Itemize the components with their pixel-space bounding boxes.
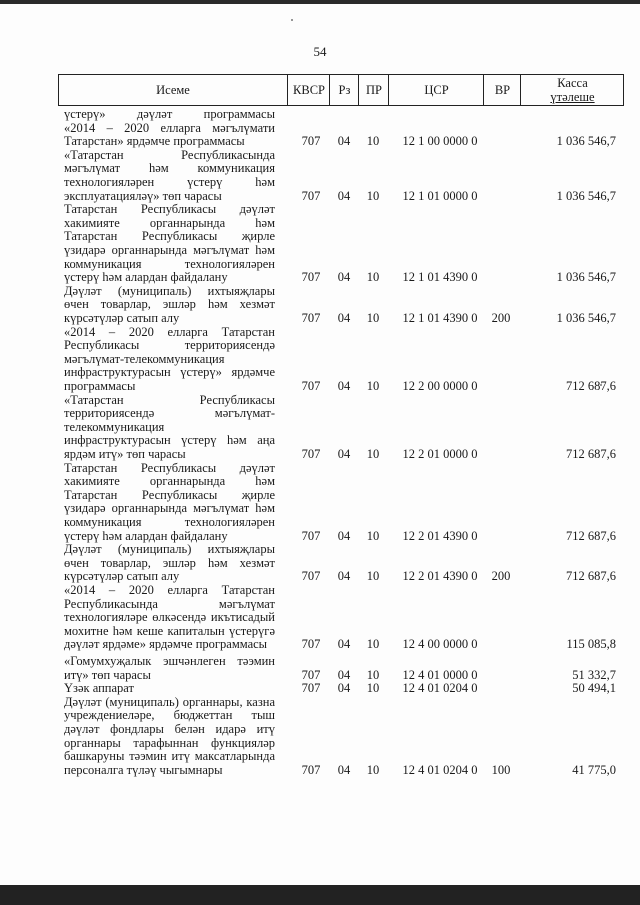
row-name-line: үстерү һәм алардан файдалану xyxy=(64,529,228,543)
cell-csr: 12 1 00 0000 0 xyxy=(402,134,478,149)
cell-kvsr: 707 xyxy=(301,681,321,696)
cell-rz: 04 xyxy=(337,311,351,325)
row-name-line: дәүләт фондлары белән идарә итү xyxy=(64,722,275,736)
row-name-line: «Гомумхуҗалык эшчәнлеген тәэмин xyxy=(64,655,275,668)
row-name-line: инфраструктурасын үстерү һәм аңа xyxy=(64,434,275,448)
cell-csr: 12 2 01 0000 0 xyxy=(402,447,478,461)
row-name xyxy=(64,682,275,696)
header-kassa-line2: үтәлеше xyxy=(550,90,595,104)
table-header xyxy=(58,74,624,106)
cell-pr: 10 xyxy=(366,762,380,777)
row-name-line: Дәүләт (муниципаль) ихтыяҗлары xyxy=(64,543,275,557)
row-name-line: учреждениеләре, бюджеттан тыш xyxy=(64,709,275,723)
row-name-line: дәүләт ярдәме» ярдәмче программасы xyxy=(64,638,268,652)
row-name-line: өчен товарлар, эшләр һәм хезмәт xyxy=(64,556,275,570)
cell-rz: 04 xyxy=(337,637,351,652)
row-name-line: «Татарстан Республикасында xyxy=(64,148,275,162)
row-name-line: Татарстан» ярдәмче программасы xyxy=(64,135,245,149)
row-name-line: Татарстан Республикасы дәүләт xyxy=(64,461,275,475)
header-kassa xyxy=(520,75,624,105)
row-name-line: үстерү һәм алардан файдалану xyxy=(64,271,228,285)
row-name-line: Үзәк аппарат xyxy=(64,682,134,696)
row-name-line: Дәүләт (муниципаль) ихтыяҗлары xyxy=(64,284,275,298)
row-name-line: үстерү» дәүләт программасы xyxy=(64,108,275,121)
cell-kassa: 50 494,1 xyxy=(572,681,616,696)
cell-kvsr: 707 xyxy=(301,528,321,543)
row-name-line: үзидарә органнарында мәгълүмат һәм xyxy=(64,243,275,257)
header-rz: Рз xyxy=(329,75,359,105)
row-name-line: күрсәтүләр сатып алу xyxy=(64,311,180,325)
row-name-line: персоналга түләү чыгымнары xyxy=(64,763,223,777)
cell-pr: 10 xyxy=(366,270,380,285)
row-name-line: инфраструктурасын үстерү» ярдәмче xyxy=(64,366,275,380)
row-name xyxy=(64,696,275,778)
row-name-line: Республикасы территориясендә xyxy=(64,339,275,353)
row-name xyxy=(64,149,275,203)
cell-rz: 04 xyxy=(337,762,351,777)
cell-rz: 04 xyxy=(337,447,351,461)
cell-kassa: 51 332,7 xyxy=(572,667,616,682)
row-name-line: технологияләре өлкәсендә икътисадый xyxy=(64,611,275,625)
cell-kassa: 712 687,6 xyxy=(566,379,616,393)
cell-rz: 04 xyxy=(337,379,351,393)
row-name-line: «Татарстан Республикасы xyxy=(64,393,275,407)
cell-kassa: 1 036 546,7 xyxy=(556,311,616,325)
row-name xyxy=(64,655,275,682)
cell-kassa: 712 687,6 xyxy=(566,447,616,461)
cell-rz: 04 xyxy=(337,681,351,696)
row-name-line: программасы xyxy=(64,379,136,393)
row-name-line: Дәүләт (муниципаль) органнары, казна xyxy=(64,695,275,709)
cell-pr: 10 xyxy=(366,311,380,325)
row-name-line: үзидарә органнарында мәгълүмат һәм xyxy=(64,502,275,516)
header-pr: ПР xyxy=(358,75,389,105)
cell-kvsr: 707 xyxy=(301,270,321,285)
row-name-line: Татарстан Республикасы дәүләт xyxy=(64,203,275,217)
cell-pr: 10 xyxy=(366,447,380,461)
cell-csr: 12 2 00 0000 0 xyxy=(402,379,478,393)
row-name-line: өчен товарлар, эшләр һәм хезмәт xyxy=(64,298,275,312)
cell-rz: 04 xyxy=(337,270,351,285)
cell-rz: 04 xyxy=(337,528,351,543)
row-name-line: хакимияте органнарында һәм xyxy=(64,216,275,230)
cell-kassa: 712 687,6 xyxy=(566,528,616,543)
header-kvsr: КВСР xyxy=(287,75,330,105)
cell-rz: 04 xyxy=(337,569,351,584)
cell-kvsr: 707 xyxy=(301,311,321,325)
cell-kassa: 1 036 546,7 xyxy=(556,188,616,203)
row-name-line: органнары тарафыннан функцияләр xyxy=(64,736,275,750)
cell-vr: 100 xyxy=(491,762,511,777)
row-name xyxy=(64,326,275,394)
cell-kvsr: 707 xyxy=(301,637,321,652)
cell-csr: 12 2 01 4390 0 xyxy=(402,528,478,543)
cell-pr: 10 xyxy=(366,569,380,584)
row-name-line: Татарстан Республикасы җирле xyxy=(64,488,275,502)
row-name-line: «2014 – 2020 елларга Татарстан xyxy=(64,325,275,339)
cell-kassa: 1 036 546,7 xyxy=(556,270,616,285)
cell-pr: 10 xyxy=(366,134,380,149)
row-name-line: мохитне һәм кеше капиталын үстерүгә xyxy=(64,624,275,638)
cell-csr: 12 2 01 4390 0 xyxy=(402,569,478,584)
row-name xyxy=(64,584,275,652)
cell-kvsr: 707 xyxy=(301,379,321,393)
row-name xyxy=(64,543,275,584)
cell-rz: 04 xyxy=(337,667,351,682)
row-name-line: мәгълүмат һәм коммуникация xyxy=(64,162,275,176)
header-vr: ВР xyxy=(483,75,521,105)
row-name-line: итү» төп чарасы xyxy=(64,668,151,682)
cell-kassa: 115 085,8 xyxy=(566,637,616,652)
row-name xyxy=(64,394,275,462)
row-name xyxy=(64,108,275,149)
cell-pr: 10 xyxy=(366,637,380,652)
cell-vr: 200 xyxy=(491,569,511,584)
cell-csr: 12 1 01 4390 0 xyxy=(402,311,478,325)
cell-vr: 200 xyxy=(491,311,511,325)
cell-csr: 12 4 00 0000 0 xyxy=(402,637,478,652)
cell-csr: 12 1 01 0000 0 xyxy=(402,188,478,203)
row-name-line: Татарстан Республикасы җирле xyxy=(64,230,275,244)
row-name-line: телекоммуникация xyxy=(64,420,165,434)
cell-pr: 10 xyxy=(366,667,380,682)
row-name xyxy=(64,462,275,544)
row-name-line: ярдәм итү» төп чарасы xyxy=(64,447,186,461)
row-name xyxy=(64,285,275,326)
cell-pr: 10 xyxy=(366,528,380,543)
row-name-line: «2014 – 2020 елларга Татарстан xyxy=(64,584,275,597)
cell-kvsr: 707 xyxy=(301,667,321,682)
cell-kvsr: 707 xyxy=(301,569,321,584)
row-name-line: күрсәтүләр сатып алу xyxy=(64,570,180,584)
header-name: Исеме xyxy=(156,83,190,97)
cell-kassa: 712 687,6 xyxy=(566,569,616,584)
cell-rz: 04 xyxy=(337,134,351,149)
cell-kvsr: 707 xyxy=(301,188,321,203)
cell-kvsr: 707 xyxy=(301,447,321,461)
scan-top-edge xyxy=(0,0,640,4)
cell-csr: 12 4 01 0000 0 xyxy=(402,667,478,682)
row-name-line: коммуникация технологияләрен xyxy=(64,257,275,271)
cell-pr: 10 xyxy=(366,681,380,696)
cell-pr: 10 xyxy=(366,188,380,203)
row-name-line: территориясендә мәгълүмат- xyxy=(64,407,275,421)
row-name-line: башкаруны тәэмин итү максатларында xyxy=(64,750,275,764)
row-name-line: технологияләрен үстерү һәм xyxy=(64,175,275,189)
row-name-line: «2014 – 2020 елларга мәгълүмати xyxy=(64,121,275,135)
page-number: 54 xyxy=(313,44,327,59)
row-name-line: Республикасында мәгълүмат xyxy=(64,597,275,611)
row-name-line: коммуникация технологияләрен xyxy=(64,515,275,529)
scan-speck xyxy=(291,19,293,21)
cell-kvsr: 707 xyxy=(301,134,321,149)
cell-kassa: 41 775,0 xyxy=(572,762,616,777)
cell-kvsr: 707 xyxy=(301,762,321,777)
row-name-line: хакимияте органнарында һәм xyxy=(64,475,275,489)
scan-bottom-edge xyxy=(0,885,640,905)
cell-csr: 12 1 01 4390 0 xyxy=(402,270,478,285)
row-name-line: мәгълүмат-телекоммуникация xyxy=(64,352,225,366)
cell-csr: 12 4 01 0204 0 xyxy=(402,762,478,777)
cell-csr: 12 4 01 0204 0 xyxy=(402,681,478,696)
header-kassa-line1: Касса xyxy=(557,76,588,90)
cell-rz: 04 xyxy=(337,188,351,203)
row-name xyxy=(64,203,275,285)
header-csr: ЦСР xyxy=(388,75,484,105)
cell-kassa: 1 036 546,7 xyxy=(556,134,616,149)
row-name-line: эксплуатацияләү» төп чарасы xyxy=(64,189,222,203)
cell-pr: 10 xyxy=(366,379,380,393)
